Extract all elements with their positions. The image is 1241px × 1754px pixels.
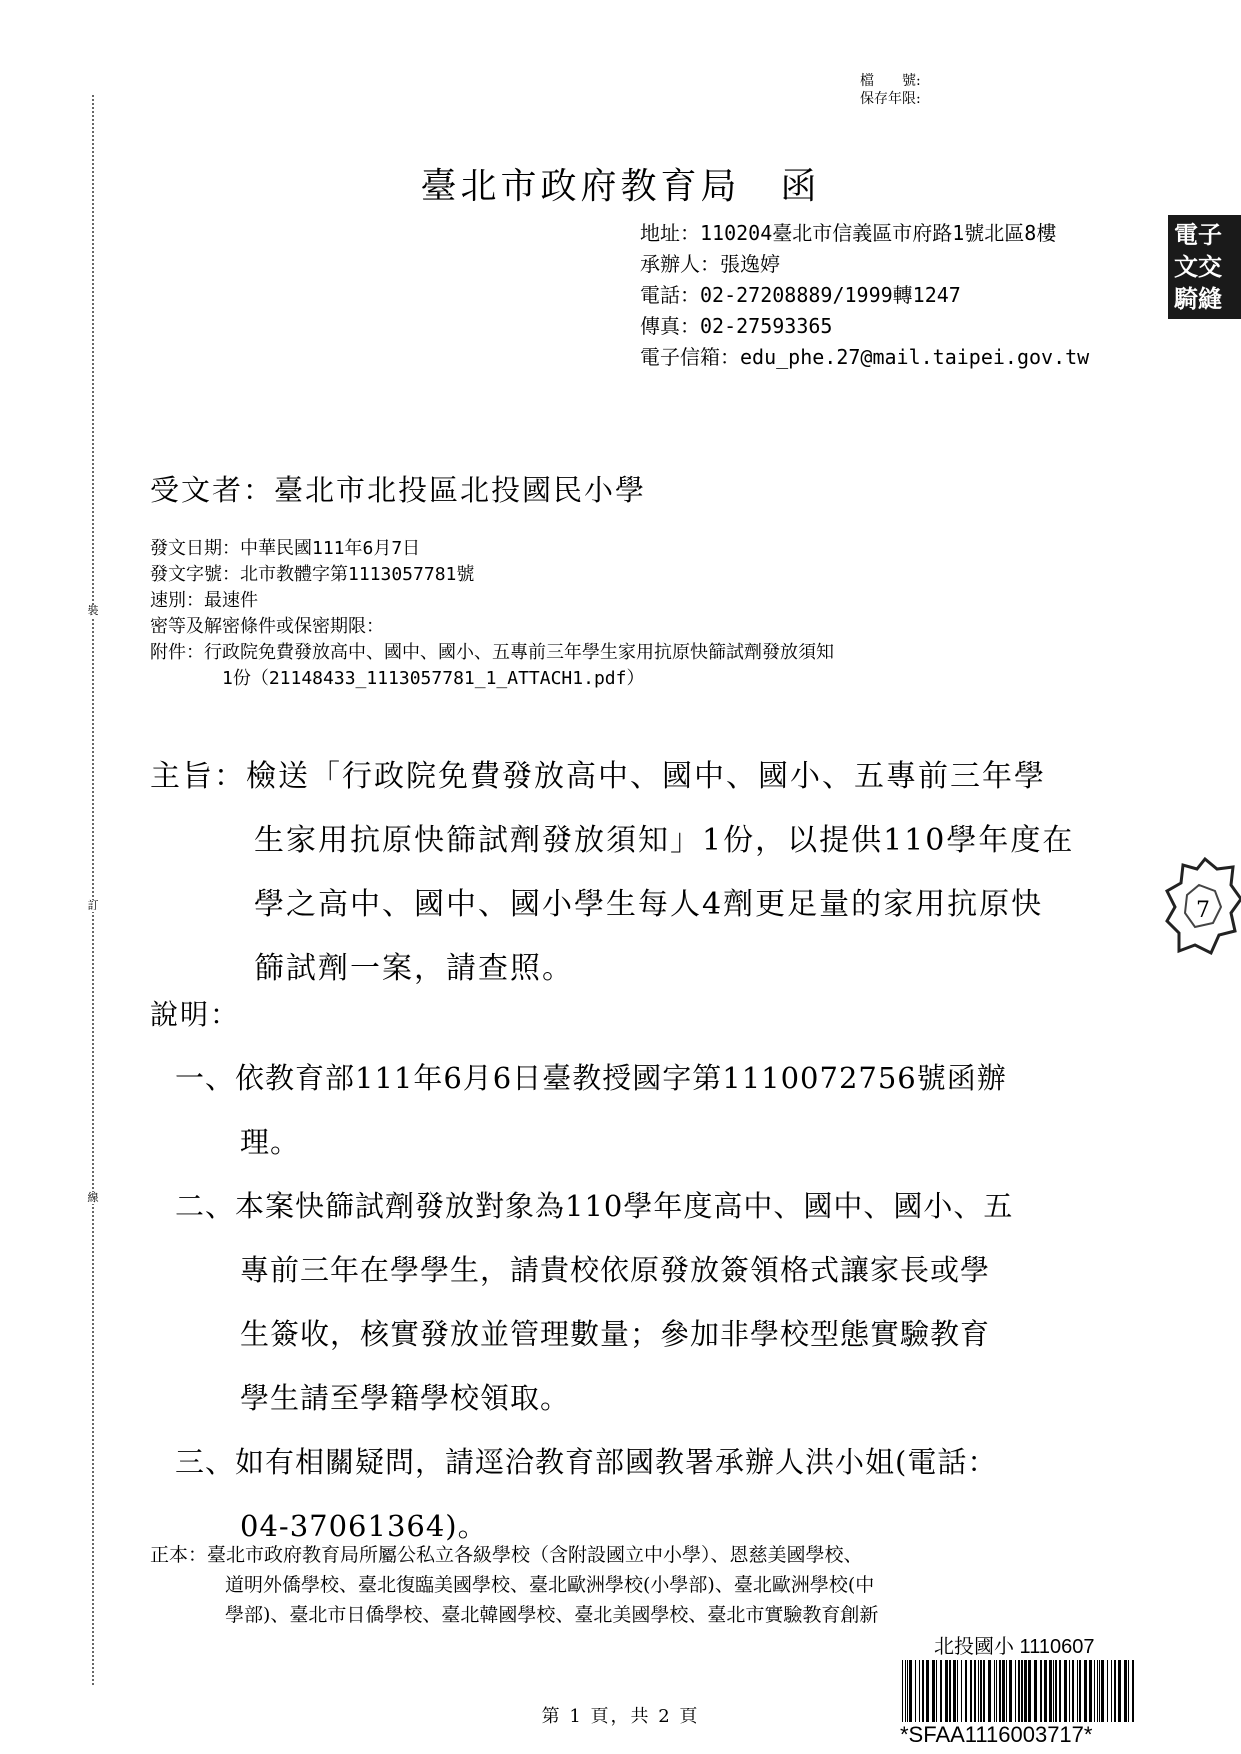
binding-mark-middle: 訂 — [87, 899, 99, 912]
explanation-item — [175, 1046, 1115, 1174]
explanation-item-2-line: 二、本案快篩試劑發放對象為110學年度高中、國中、國小、五 — [175, 1189, 1014, 1223]
explanation-item-2-line: 生簽收，核實發放並管理數量；參加非學校型態實驗教育 — [240, 1317, 991, 1351]
explanation-item-1-line: 理。 — [240, 1125, 301, 1159]
side-seal-number: 7 — [1196, 898, 1210, 923]
subject-line-3: 學之高中、國中、國小學生每人4劑更足量的家用抗原快 — [254, 887, 1044, 922]
subject-paragraph — [150, 745, 1110, 1001]
explanation-item — [175, 1430, 1115, 1558]
issue-date: 發文日期：中華民國111年6月7日 — [150, 538, 421, 559]
document-number: 發文字號：北市教體字第1113057781號 — [150, 564, 475, 585]
sender-address: 地址：110204臺北市信義區市府路1號北區8樓 — [640, 221, 1057, 245]
page-footer: 第 1 頁，共 2 頁 — [541, 1706, 700, 1727]
security-level: 密等及解密條件或保密期限： — [150, 616, 384, 637]
stamp-line-2: 文交 — [1174, 252, 1222, 281]
delivery-speed: 速別：最速件 — [150, 590, 258, 611]
binding-mark-bottom: 線 — [87, 1191, 99, 1204]
document-metadata — [150, 536, 1110, 692]
barcode-block — [890, 1630, 1150, 1750]
binding-margin-line — [92, 95, 94, 1685]
copy-to-line-1: 正本：臺北市政府教育局所屬公私立各級學校（含附設國立中小學）、恩慈美國學校、 — [150, 1544, 863, 1566]
document-title: 臺北市政府教育局 函 — [420, 166, 821, 207]
file-number-label: 檔 號: — [860, 73, 921, 89]
explanation-item-1-line: 一、依教育部111年6月6日臺教授國字第1110072756號函辦 — [175, 1061, 1007, 1095]
explanation-item-2-line: 學生請至學籍學校領取。 — [240, 1381, 571, 1415]
sender-phone: 電話：02-27208889/1999轉1247 — [640, 283, 961, 307]
sender-email: 電子信箱：edu_phe.27@mail.taipei.gov.tw — [640, 345, 1090, 369]
archive-info — [860, 72, 921, 108]
explanation-item-3-line: 三、如有相關疑問，請逕洽教育部國教署承辦人洪小姐(電話： — [175, 1445, 998, 1479]
recipient: 受文者：臺北市北投區北投國民小學 — [150, 473, 647, 507]
subject-line-2: 生家用抗原快篩試劑發放須知」1份，以提供110學年度在 — [254, 823, 1075, 858]
sender-contact-block — [640, 218, 1110, 373]
copy-recipients — [150, 1540, 1110, 1630]
copy-to-line-2: 道明外僑學校、臺北復臨美國學校、臺北歐洲學校(小學部)、臺北歐洲學校(中 — [225, 1574, 875, 1596]
binding-mark-top: 裝 — [87, 604, 99, 617]
electronic-seam-stamp — [1168, 215, 1241, 319]
copy-to-line-3: 學部)、臺北市日僑學校、臺北韓國學校、臺北美國學校、臺北市實驗教育創新 — [225, 1604, 879, 1626]
explanation-item — [175, 1174, 1115, 1430]
page-seam-seal — [1165, 855, 1241, 965]
stamp-line-3: 騎縫 — [1174, 284, 1222, 313]
retention-period-label: 保存年限: — [860, 91, 921, 107]
explanation-heading: 說明： — [150, 998, 241, 1031]
explanation-item-3-line: 04-37061364)。 — [240, 1509, 488, 1543]
explanation-item-2-line: 專前三年在學學生，請貴校依原發放簽領格式讓家長或學 — [240, 1253, 991, 1287]
subject-line-4: 篩試劑一案，請查照。 — [254, 951, 574, 986]
stamp-line-1: 電子 — [1174, 220, 1222, 249]
attachment-line: 附件：行政院免費發放高中、國中、國小、五專前三年學生家用抗原快篩試劑發放須知 — [150, 642, 834, 663]
barcode-number: *SFAA1116003717* — [900, 1722, 1093, 1747]
attachment-file: 1份（21148433_1113057781_1_ATTACH1.pdf） — [222, 668, 645, 689]
sender-handler: 承辦人：張逸婷 — [640, 252, 780, 276]
subject-line-1: 主旨：檢送「行政院免費發放高中、國中、國小、五專前三年學 — [150, 759, 1046, 794]
barcode-label: 北投國小 1110607 — [934, 1636, 1095, 1658]
sender-fax: 傳真：02-27593365 — [640, 314, 833, 338]
explanation-list — [175, 1046, 1115, 1558]
